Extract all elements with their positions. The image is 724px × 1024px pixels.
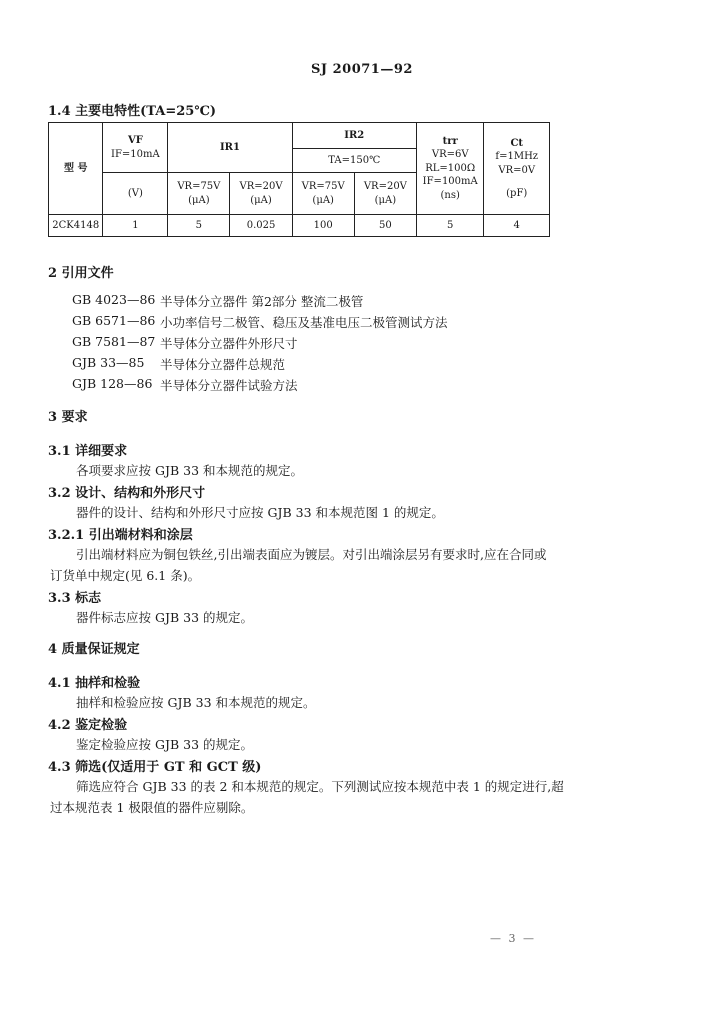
ir2-col1 xyxy=(292,173,354,215)
page-number: — 3 — xyxy=(490,932,536,945)
ref-code-4: GJB 33—85 xyxy=(72,355,145,370)
ct-cond1: f=1MHz xyxy=(495,151,539,162)
section-2-title: 2 引用文件 xyxy=(48,266,114,281)
section-3-2-1-text-line1: 引出端材料应为铜包铁丝,引出端表面应为镀层。对引出端涂层另有要求时,应在合同或 xyxy=(76,547,547,562)
cell-ir1-75: 5 xyxy=(168,215,230,237)
section-4-2-text: 鉴定检验应按 GJB 33 的规定。 xyxy=(76,737,254,752)
trr-header xyxy=(416,123,484,215)
ir1-sub1: VR=75V xyxy=(177,181,221,192)
table-row xyxy=(49,215,550,237)
section-3-2-1-text-line2: 订货单中规定(见 6.1 条)。 xyxy=(50,568,201,583)
cell-model: 2CK4148 xyxy=(49,215,103,237)
ir2-sub2: VR=20V xyxy=(363,181,407,192)
ref-name-2: 小功率信号二极管、稳压及基准电压二极管测试方法 xyxy=(160,315,448,330)
vf-condition: IF=10mA xyxy=(111,148,160,160)
section-3-1-text: 各项要求应按 GJB 33 和本规范的规定。 xyxy=(76,463,304,478)
ir1-col2 xyxy=(230,173,292,215)
vf-header xyxy=(103,123,168,173)
trr-cond1: VR=6V xyxy=(431,149,469,161)
section-1-4-title: 1.4 主要电特性(TA=25℃) xyxy=(48,104,217,119)
ir2-col2 xyxy=(354,173,416,215)
section-4-2-title: 4.2 鉴定检验 xyxy=(48,718,128,733)
section-3-1-title: 3.1 详细要求 xyxy=(48,444,128,459)
ir2-unit2: (μA) xyxy=(374,194,397,206)
section-4-3-text-line1: 筛选应符合 GJB 33 的表 2 和本规范的规定。下列测试应按本规范中表 1 的规定进行,超 xyxy=(76,779,564,794)
section-3-2-title: 3.2 设计、结构和外形尺寸 xyxy=(48,486,206,501)
trr-cond2: RL=100Ω xyxy=(425,162,476,174)
ref-code-3: GB 7581—87 xyxy=(72,334,156,349)
cell-ir2-75: 100 xyxy=(292,215,354,237)
ref-code-2: GB 6571—86 xyxy=(72,313,156,328)
vf-symbol: VF xyxy=(127,135,143,146)
section-4-3-text-line2: 过本规范表 1 极限值的器件应剔除。 xyxy=(50,800,254,815)
ir2-condition: TA=150℃ xyxy=(292,149,416,173)
section-4-title: 4 质量保证规定 xyxy=(48,642,140,657)
ir1-col1 xyxy=(168,173,230,215)
ir2-unit1: (μA) xyxy=(312,194,334,206)
ct-unit: (pF) xyxy=(506,188,528,199)
ct-header xyxy=(484,123,550,215)
trr-symbol: trr xyxy=(442,135,458,147)
cell-ir2-20: 50 xyxy=(354,215,416,237)
ref-name-1: 半导体分立器件 第2部分 整流二极管 xyxy=(160,294,364,309)
trr-cond3: IF=100mA xyxy=(422,176,478,188)
section-3-2-1-title: 3.2.1 引出端材料和涂层 xyxy=(48,528,193,543)
cell-trr: 5 xyxy=(416,215,484,237)
ir2-header: IR2 xyxy=(292,123,416,149)
ct-symbol: Ct xyxy=(510,137,524,149)
section-3-3-title: 3.3 标志 xyxy=(48,591,102,606)
cell-vf: 1 xyxy=(103,215,168,237)
trr-unit: (ns) xyxy=(440,189,460,201)
ref-code-1: GB 4023—86 xyxy=(72,292,156,307)
cell-ct: 4 xyxy=(484,215,550,237)
ref-code-5: GJB 128—86 xyxy=(72,376,153,391)
cell-ir1-20: 0.025 xyxy=(230,215,292,237)
electrical-characteristics-table xyxy=(48,122,550,237)
ir1-sub2: VR=20V xyxy=(239,181,283,192)
section-3-2-text: 器件的设计、结构和外形尺寸应按 GJB 33 和本规范图 1 的规定。 xyxy=(76,505,444,520)
ir2-sub1: VR=75V xyxy=(301,181,345,192)
section-4-1-text: 抽样和检验应按 GJB 33 和本规范的规定。 xyxy=(76,695,316,710)
section-3-title: 3 要求 xyxy=(48,410,88,425)
ref-name-4: 半导体分立器件总规范 xyxy=(160,357,286,372)
section-3-3-text: 器件标志应按 GJB 33 的规定。 xyxy=(76,610,254,625)
model-header: 型 号 xyxy=(49,123,103,215)
document-code: SJ 20071—92 xyxy=(311,62,413,77)
section-4-1-title: 4.1 抽样和检验 xyxy=(48,676,141,691)
vf-unit: (V) xyxy=(103,173,168,215)
ir1-unit2: (μA) xyxy=(250,194,272,206)
ref-name-3: 半导体分立器件外形尺寸 xyxy=(160,336,298,351)
ref-name-5: 半导体分立器件试验方法 xyxy=(160,378,298,393)
section-4-3-title: 4.3 筛选(仅适用于 GT 和 GCT 级) xyxy=(48,760,262,775)
ir1-unit1: (μA) xyxy=(188,194,210,206)
ct-cond2: VR=0V xyxy=(498,164,536,176)
ir1-header: IR1 xyxy=(168,123,292,173)
